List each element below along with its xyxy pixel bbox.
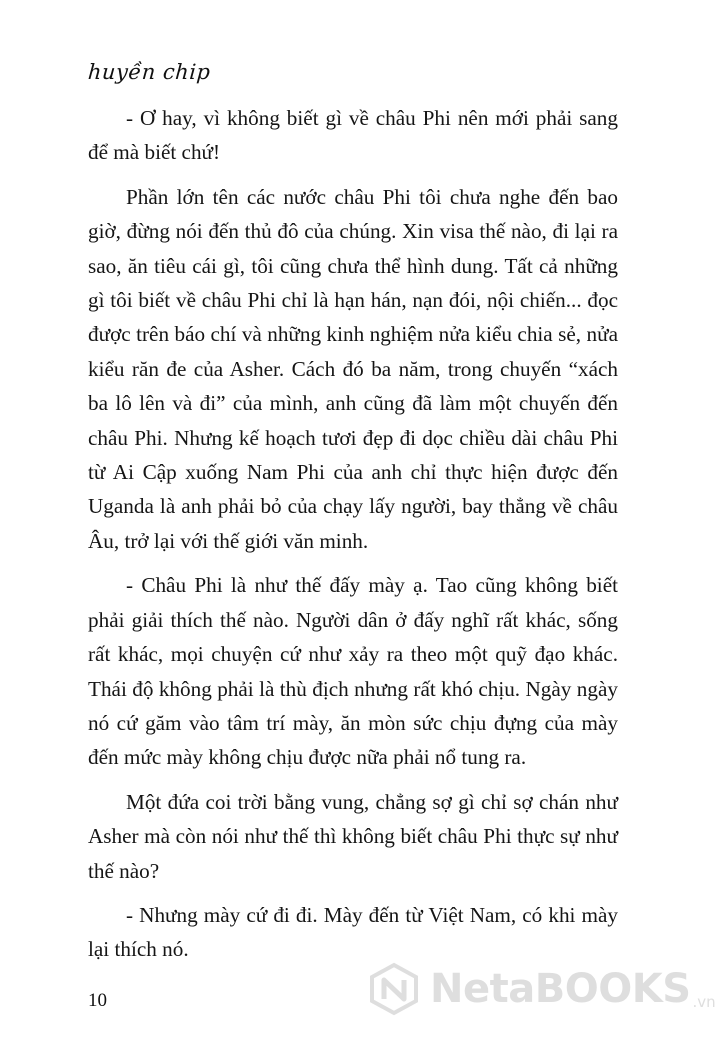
running-head-author: huyền chip — [87, 60, 212, 84]
paragraph-4: Một đứa coi trời bằng vung, chẳng sợ gì chỉ sợ chán như Asher mà còn nói như thế thì không biết châu Phi thực sự như thế nào? — [88, 789, 618, 883]
body-text — [88, 101, 618, 977]
paragraph-3: - Châu Phi là như thế đấy mày ạ. Tao cũng không biết phải giải thích thế nào. Người dân ở đấy nghĩ rất khác, sống rất khác, mọi chuyện cứ như xảy ra theo một quỹ đạo khác. Thái độ không phải là thù địch nhưng rất khó chịu. Ngày ngày nó cứ găm vào tâm trí mày, ăn mòn sức chịu đựng của mày đến mức mày không chịu được nữa phải nổ tung ra. — [88, 573, 618, 770]
paragraph-1: - Ơ hay, vì không biết gì về châu Phi nên mới phải sang để mà biết chứ! — [88, 106, 618, 165]
paragraph-2: Phần lớn tên các nước châu Phi tôi chưa nghe đến bao giờ, đừng nói đến thủ đô của chúng. Xin visa thế nào, đi lại ra sao, ăn tiêu cái gì, tôi cũng chưa thể hình dung. Tất cả những gì tôi biết về châu Phi chỉ là hạn hán, nạn đói, nội chiến... đọc được trên báo chí và những kinh nghiệm nửa kiểu chia sẻ, nửa kiểu răn đe của Asher. Cách đó ba năm, trong chuyến “xách ba lô lên và đi” của mình, anh cũng đã làm một chuyến đến châu Phi. Nhưng kế hoạch tươi đẹp đi dọc chiều dài châu Phi từ Ai Cập xuống Nam Phi của anh chỉ thực hiện được đến Uganda là anh phải bỏ của chạy lấy người, bay thẳng về châu Âu, trở lại với thế giới văn minh. — [88, 184, 618, 553]
page-number: 10 — [88, 990, 107, 1011]
watermark-suffix: .vn — [692, 993, 716, 1011]
paragraph-5: - Nhưng mày cứ đi đi. Mày đến từ Việt Nam, có khi mày lại thích nó. — [88, 902, 618, 962]
neta-logo-icon — [368, 963, 420, 1015]
watermark-brand: NetaBOOKS — [430, 966, 691, 1012]
watermark — [368, 957, 716, 1021]
